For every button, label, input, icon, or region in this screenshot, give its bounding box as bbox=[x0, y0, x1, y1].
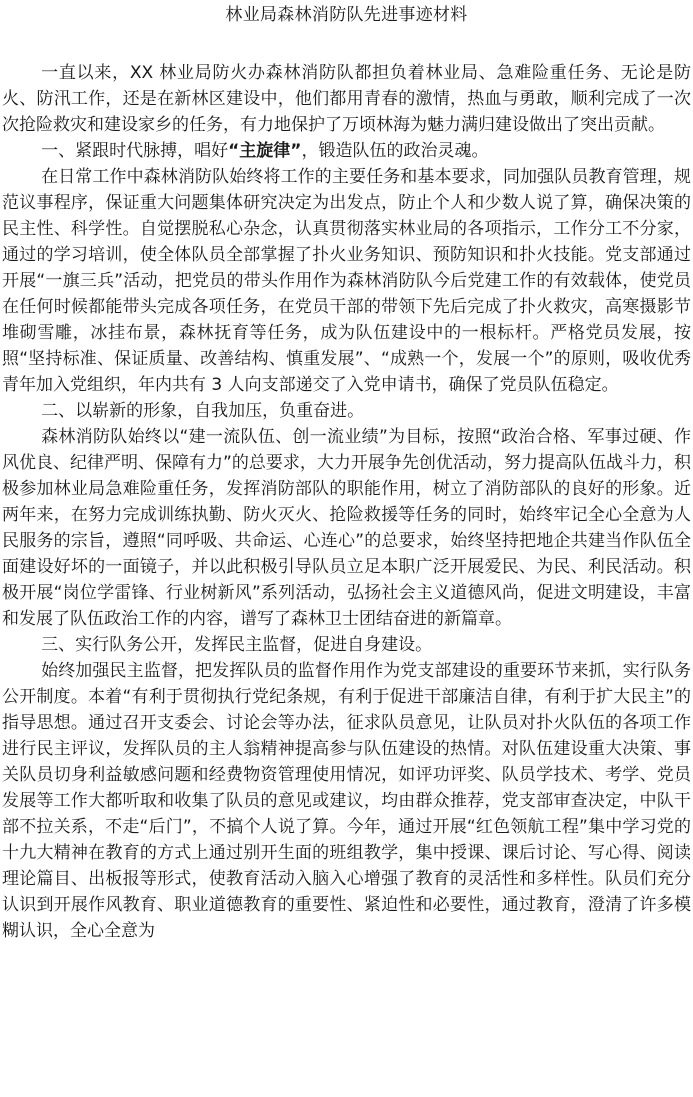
section-1-heading bbox=[2, 138, 691, 164]
section-1-heading-prefix: 一、紧跟时代脉搏，唱好 bbox=[41, 141, 229, 161]
document-title: 林业局森林消防队先进事迹材料 bbox=[225, 5, 468, 25]
section-1-heading-emphasis: “主旋律” bbox=[228, 141, 302, 161]
section-1-paragraph: 在日常工作中森林消防队始终将工作的主要任务和基本要求，同加强队员教育管理，规范议事程序，保证重大问题集体研究决定为出发点，防止个人和少数人说了算，确保决策的民主性、科学性。自觉摆脱私心杂念，认真贯彻落实林业局的各项指示，工作分工不分家，通过的学习培训，使全体队员全部掌握了扑火业务知识、预防知识和扑火技能。党支部通过开展“一旗三兵”活动，把党员的带头作用作为森林消防队今后党建工作的有效载体，使党员在任何时候都能带头完成各项任务，在党员干部的带领下先后完成了扑火救灾，高寒摄影节堆砌雪雕，冰挂布景，森林抚育等任务，成为队伍建设中的一根标杆。严格党员发展，按照“坚持标准、保证质量、改善结构、慎重发展”、“成熟一个，发展一个”的原则，吸收优秀青年加入党组织，年内共有 3 人向支部递交了入党申请书，确保了党员队伍稳定。 bbox=[2, 167, 691, 395]
document-body bbox=[0, 60, 693, 944]
intro-paragraph: 一直以来，XX 林业局防火办森林消防队都担负着林业局、急难险重任务、无论是防火、防汛工作，还是在新林区建设中，他们都用青春的激情，热血与勇敢，顺利完成了一次次抢险救灾和建设家乡的任务，有力地保护了万顷林海为魅力满归建设做出了突出贡献。 bbox=[2, 63, 691, 135]
section-3-paragraph: 始终加强民主监督，把发挥队员的监督作用作为党支部建设的重要环节来抓，实行队务公开制度。本着“有利于贯彻执行党纪条规，有利于促进干部廉洁自律，有利于扩大民主”的指导思想。通过召开支委会、讨论会等办法，征求队员意见，让队员对扑火队伍的各项工作进行民主评议，发挥队员的主人翁精神提高参与队伍建设的热情。对队伍建设重大决策、事关队员切身利益敏感问题和经费物资管理使用情况，如评功评奖、队员学技术、考学、党员发展等工作大都听取和收集了队员的意见或建议，均由群众推荐，党支部审查决定，中队干部不拉关系，不走“后门”，不搞个人说了算。今年，通过开展“红色领航工程”集中学习党的十九大精神在教育的方式上通过别开生面的班组教学，集中授课、课后讨论、写心得、阅读理论篇目、出板报等形式，使教育活动入脑入心增强了教育的灵活性和多样性。队员们充分认识到开展作风教育、职业道德教育的重要性、紧迫性和必要性，通过教育，澄清了许多模糊认识，全心全意为 bbox=[2, 661, 691, 941]
section-2-heading: 二、以崭新的形象，自我加压，负重奋进。 bbox=[41, 401, 365, 421]
section-1-heading-suffix: ，锻造队伍的政治灵魂。 bbox=[301, 141, 489, 161]
section-2-paragraph: 森林消防队始终以“建一流队伍、创一流业绩”为目标，按照“政治合格、军事过硬、作风优良、纪律严明、保障有力”的总要求，大力开展争先创优活动，努力提高队伍战斗力，积极参加林业局急难险重任务，发挥消防部队的职能作用，树立了消防部队的良好的形象。近两年来，在努力完成训练执勤、防火灭火、抢险救援等任务的同时，始终牢记全心全意为人民服务的宗旨，遵照“同呼吸、共命运、心连心”的总要求，始终坚持把地企共建当作队伍全面建设好坏的一面镜子，并以此积极引导队员立足本职广泛开展爱民、为民、利民活动。积极开展“岗位学雷锋、行业树新风”系列活动，弘扬社会主义道德风尚，促进文明建设，丰富和发展了队伍政治工作的内容，谱写了森林卫士团结奋进的新篇章。 bbox=[2, 427, 691, 629]
section-3-heading: 三、实行队务公开，发挥民主监督，促进自身建设。 bbox=[41, 635, 433, 655]
